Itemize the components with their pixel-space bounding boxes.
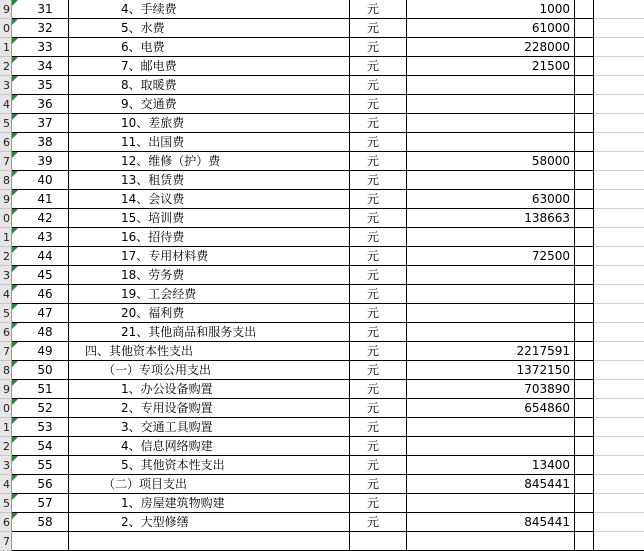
cell-amount[interactable]: 13400 xyxy=(407,456,575,475)
row-header[interactable]: 4 xyxy=(0,285,12,304)
table-row xyxy=(0,475,644,494)
cell-empty[interactable] xyxy=(575,475,594,494)
table-row xyxy=(0,228,644,247)
cell-empty[interactable] xyxy=(594,152,644,171)
cell-unit[interactable]: 元 xyxy=(350,247,407,266)
cell-item-name[interactable]: 2、专用设备购置 xyxy=(69,399,350,418)
text-number-indicator-icon xyxy=(12,0,18,6)
cell-empty[interactable] xyxy=(594,494,644,513)
cell-serial-number[interactable]: 53 xyxy=(12,418,69,437)
text-number-indicator-icon xyxy=(12,38,18,44)
row-header[interactable]: 6 xyxy=(0,513,12,532)
cell-serial-number[interactable]: 36 xyxy=(12,95,69,114)
table-row xyxy=(0,285,644,304)
table-row xyxy=(0,76,644,95)
cell-item-name[interactable]: 4、手续费 xyxy=(69,0,350,19)
cell-empty[interactable] xyxy=(575,513,594,532)
row-header[interactable]: 9 xyxy=(0,0,12,19)
cell-amount[interactable]: 63000 xyxy=(407,190,575,209)
cell-amount[interactable] xyxy=(407,323,575,342)
cell-empty[interactable] xyxy=(594,475,644,494)
cell-empty[interactable] xyxy=(575,266,594,285)
table-row xyxy=(0,266,644,285)
cell-unit[interactable]: 元 xyxy=(350,456,407,475)
cell-unit[interactable]: 元 xyxy=(350,342,407,361)
table-row xyxy=(0,57,644,76)
cell-empty[interactable] xyxy=(594,437,644,456)
row-header[interactable]: 2 xyxy=(0,247,12,266)
cell-item-name[interactable]: 11、出国费 xyxy=(69,133,350,152)
cell-item-name[interactable]: 20、福利费 xyxy=(69,304,350,323)
row-header[interactable]: 4 xyxy=(0,95,12,114)
table-row xyxy=(0,171,644,190)
cell-item-name[interactable]: 18、劳务费 xyxy=(69,266,350,285)
cell-item-name[interactable]: 12、维修（护）费 xyxy=(69,152,350,171)
cell-item-name[interactable]: 21、其他商品和服务支出 xyxy=(69,323,350,342)
row-header[interactable]: 6 xyxy=(0,323,12,342)
cell-empty[interactable] xyxy=(575,285,594,304)
cell-empty[interactable] xyxy=(594,285,644,304)
text-number-indicator-icon xyxy=(12,342,18,348)
cell-item-name[interactable]: 15、培训费 xyxy=(69,209,350,228)
cell-item-name[interactable]: 9、交通费 xyxy=(69,95,350,114)
cell-unit[interactable]: 元 xyxy=(350,323,407,342)
row-header[interactable]: 7 xyxy=(0,342,12,361)
cell-serial-number[interactable]: 37 xyxy=(12,114,69,133)
cell-unit[interactable]: 元 xyxy=(350,418,407,437)
text-number-indicator-icon xyxy=(12,76,18,82)
row-header[interactable]: 9 xyxy=(0,380,12,399)
cell-serial-number[interactable]: 56 xyxy=(12,475,69,494)
cell-amount[interactable]: 845441 xyxy=(407,475,575,494)
cell-item-name[interactable]: 7、邮电费 xyxy=(69,57,350,76)
text-number-indicator-icon xyxy=(12,380,18,386)
cell-empty[interactable] xyxy=(594,247,644,266)
cell-unit[interactable]: 元 xyxy=(350,171,407,190)
table-row xyxy=(0,418,644,437)
cell-item-name[interactable]: （二）项目支出 xyxy=(69,475,350,494)
cell-serial-number[interactable]: 49 xyxy=(12,342,69,361)
cell-item-name[interactable]: 10、差旅费 xyxy=(69,114,350,133)
cell-item-name[interactable]: 1、办公设备购置 xyxy=(69,380,350,399)
table-row xyxy=(0,247,644,266)
cell-serial-number[interactable]: 43 xyxy=(12,228,69,247)
cell-empty[interactable] xyxy=(594,418,644,437)
cell-serial-number[interactable]: 51 xyxy=(12,380,69,399)
row-header[interactable]: 4 xyxy=(0,475,12,494)
table-row xyxy=(0,209,644,228)
cell-unit[interactable]: 元 xyxy=(350,133,407,152)
cell-empty[interactable] xyxy=(594,133,644,152)
cell-empty[interactable] xyxy=(594,19,644,38)
cell-amount[interactable]: 1372150 xyxy=(407,361,575,380)
cell-empty[interactable] xyxy=(594,76,644,95)
text-number-indicator-icon xyxy=(12,171,18,177)
cell-amount[interactable]: 228000 xyxy=(407,38,575,57)
cell-item-name[interactable]: 5、其他资本性支出 xyxy=(69,456,350,475)
cell-amount[interactable] xyxy=(407,133,575,152)
row-header[interactable]: 1 xyxy=(0,228,12,247)
cell-serial-number[interactable]: 32 xyxy=(12,19,69,38)
cell-serial-number[interactable]: 54 xyxy=(12,437,69,456)
cell-unit[interactable]: 元 xyxy=(350,114,407,133)
cell-amount[interactable] xyxy=(407,437,575,456)
cell-empty[interactable] xyxy=(594,513,644,532)
cell-serial-number[interactable]: 38 xyxy=(12,133,69,152)
row-header[interactable]: 1 xyxy=(0,38,12,57)
cell-empty[interactable] xyxy=(575,228,594,247)
cell-amount[interactable] xyxy=(407,532,575,551)
table-row xyxy=(0,456,644,475)
text-number-indicator-icon xyxy=(12,494,18,500)
row-header[interactable]: 7 xyxy=(0,152,12,171)
cell-empty[interactable] xyxy=(594,0,644,19)
cell-empty[interactable] xyxy=(575,171,594,190)
cell-serial-number[interactable]: 45 xyxy=(12,266,69,285)
cell-item-name[interactable]: 16、招待费 xyxy=(69,228,350,247)
cell-empty[interactable] xyxy=(594,304,644,323)
cell-serial-number[interactable]: 42 xyxy=(12,209,69,228)
cell-serial-number[interactable]: 55 xyxy=(12,456,69,475)
cell-amount[interactable]: 21500 xyxy=(407,57,575,76)
cell-empty[interactable] xyxy=(594,380,644,399)
text-number-indicator-icon xyxy=(12,266,18,272)
cell-empty[interactable] xyxy=(594,266,644,285)
cell-serial-number[interactable]: 39 xyxy=(12,152,69,171)
row-header[interactable]: 0 xyxy=(0,209,12,228)
cell-empty[interactable] xyxy=(594,190,644,209)
table-row xyxy=(0,190,644,209)
cell-empty[interactable] xyxy=(575,38,594,57)
cell-unit[interactable]: 元 xyxy=(350,209,407,228)
cell-empty[interactable] xyxy=(575,209,594,228)
text-number-indicator-icon xyxy=(12,19,18,25)
table-row xyxy=(0,494,644,513)
cell-empty[interactable] xyxy=(575,418,594,437)
cell-serial-number[interactable]: 40 xyxy=(12,171,69,190)
table-row xyxy=(0,0,644,19)
cell-empty[interactable] xyxy=(575,437,594,456)
cell-amount[interactable]: 2217591 xyxy=(407,342,575,361)
text-number-indicator-icon xyxy=(12,304,18,310)
cell-unit[interactable]: 元 xyxy=(350,76,407,95)
row-header[interactable]: 3 xyxy=(0,76,12,95)
cell-item-name[interactable]: 4、信息网络购建 xyxy=(69,437,350,456)
cell-serial-number[interactable]: 46 xyxy=(12,285,69,304)
table-row xyxy=(0,95,644,114)
cell-empty[interactable] xyxy=(594,228,644,247)
cell-amount[interactable] xyxy=(407,266,575,285)
cell-amount[interactable]: 72500 xyxy=(407,247,575,266)
cell-empty[interactable] xyxy=(594,114,644,133)
cell-empty[interactable] xyxy=(575,133,594,152)
text-number-indicator-icon xyxy=(12,456,18,462)
table-row xyxy=(0,532,644,551)
cell-amount[interactable] xyxy=(407,76,575,95)
cell-item-name[interactable]: 13、租赁费 xyxy=(69,171,350,190)
row-header[interactable]: 0 xyxy=(0,19,12,38)
table-row xyxy=(0,361,644,380)
cell-empty[interactable] xyxy=(594,342,644,361)
row-header[interactable]: 9 xyxy=(0,190,12,209)
cell-empty[interactable] xyxy=(594,57,644,76)
cell-amount[interactable]: 61000 xyxy=(407,19,575,38)
cell-empty[interactable] xyxy=(575,57,594,76)
table-row xyxy=(0,38,644,57)
cell-unit[interactable]: 元 xyxy=(350,19,407,38)
row-header[interactable]: 3 xyxy=(0,266,12,285)
cell-amount[interactable] xyxy=(407,228,575,247)
cell-item-name[interactable] xyxy=(69,532,350,551)
cell-unit[interactable]: 元 xyxy=(350,513,407,532)
cell-unit[interactable]: 元 xyxy=(350,57,407,76)
cell-amount[interactable]: 138663 xyxy=(407,209,575,228)
row-header[interactable]: 5 xyxy=(0,494,12,513)
cell-empty[interactable] xyxy=(575,342,594,361)
text-number-indicator-icon xyxy=(12,57,18,63)
text-number-indicator-icon xyxy=(12,513,18,519)
cell-unit[interactable]: 元 xyxy=(350,361,407,380)
cell-empty[interactable] xyxy=(575,456,594,475)
cell-unit[interactable] xyxy=(350,532,407,551)
cell-item-name[interactable]: 19、工会经费 xyxy=(69,285,350,304)
text-number-indicator-icon xyxy=(12,95,18,101)
cell-empty[interactable] xyxy=(575,190,594,209)
cell-empty[interactable] xyxy=(594,456,644,475)
cell-empty[interactable] xyxy=(594,171,644,190)
cell-unit[interactable]: 元 xyxy=(350,266,407,285)
cell-empty[interactable] xyxy=(575,304,594,323)
table-row xyxy=(0,323,644,342)
table-row xyxy=(0,304,644,323)
row-header[interactable]: 1 xyxy=(0,418,12,437)
cell-unit[interactable]: 元 xyxy=(350,228,407,247)
cell-empty[interactable] xyxy=(575,114,594,133)
text-number-indicator-icon xyxy=(12,247,18,253)
cell-amount[interactable]: 58000 xyxy=(407,152,575,171)
text-number-indicator-icon xyxy=(12,152,18,158)
row-header[interactable]: 8 xyxy=(0,171,12,190)
table-row xyxy=(0,133,644,152)
row-header[interactable]: 8 xyxy=(0,361,12,380)
row-header[interactable]: 5 xyxy=(0,304,12,323)
cell-item-name[interactable]: 四、其他资本性支出 xyxy=(69,342,350,361)
cell-empty[interactable] xyxy=(575,0,594,19)
cell-unit[interactable]: 元 xyxy=(350,437,407,456)
cell-unit[interactable]: 元 xyxy=(350,285,407,304)
cell-empty[interactable] xyxy=(575,399,594,418)
cell-empty[interactable] xyxy=(575,532,594,551)
cell-empty[interactable] xyxy=(575,247,594,266)
cell-serial-number[interactable]: 31 xyxy=(12,0,69,19)
text-number-indicator-icon xyxy=(12,285,18,291)
cell-serial-number[interactable]: 34 xyxy=(12,57,69,76)
cell-serial-number[interactable]: 35 xyxy=(12,76,69,95)
cell-empty[interactable] xyxy=(575,152,594,171)
text-number-indicator-icon xyxy=(12,323,18,329)
row-header[interactable]: 7 xyxy=(0,532,12,551)
cell-unit[interactable]: 元 xyxy=(350,95,407,114)
table-row xyxy=(0,19,644,38)
cell-empty[interactable] xyxy=(575,494,594,513)
text-number-indicator-icon xyxy=(12,209,18,215)
cell-amount[interactable]: 703890 xyxy=(407,380,575,399)
cell-serial-number[interactable]: 48 xyxy=(12,323,69,342)
cell-amount[interactable] xyxy=(407,418,575,437)
cell-item-name[interactable]: 5、水费 xyxy=(69,19,350,38)
cell-serial-number[interactable]: 50 xyxy=(12,361,69,380)
cell-amount[interactable] xyxy=(407,304,575,323)
cell-serial-number[interactable]: 58 xyxy=(12,513,69,532)
table-row xyxy=(0,437,644,456)
cell-item-name[interactable]: 6、电费 xyxy=(69,38,350,57)
text-number-indicator-icon xyxy=(12,475,18,481)
cell-unit[interactable]: 元 xyxy=(350,380,407,399)
cell-empty[interactable] xyxy=(594,399,644,418)
cell-amount[interactable]: 845441 xyxy=(407,513,575,532)
cell-amount[interactable]: 654860 xyxy=(407,399,575,418)
table-row xyxy=(0,342,644,361)
cell-serial-number[interactable]: 41 xyxy=(12,190,69,209)
cell-amount[interactable] xyxy=(407,494,575,513)
cell-empty[interactable] xyxy=(594,323,644,342)
cell-item-name[interactable]: 8、取暖费 xyxy=(69,76,350,95)
table-row xyxy=(0,114,644,133)
cell-amount[interactable] xyxy=(407,114,575,133)
cell-unit[interactable]: 元 xyxy=(350,494,407,513)
row-header[interactable]: 2 xyxy=(0,437,12,456)
cell-empty[interactable] xyxy=(594,361,644,380)
row-header[interactable]: 0 xyxy=(0,399,12,418)
cell-empty[interactable] xyxy=(575,76,594,95)
cell-amount[interactable] xyxy=(407,171,575,190)
text-number-indicator-icon xyxy=(12,399,18,405)
cell-empty[interactable] xyxy=(594,209,644,228)
text-number-indicator-icon xyxy=(12,361,18,367)
cell-serial-number[interactable]: 47 xyxy=(12,304,69,323)
table-row xyxy=(0,152,644,171)
cell-item-name[interactable]: （一）专项公用支出 xyxy=(69,361,350,380)
row-header[interactable]: 2 xyxy=(0,57,12,76)
text-number-indicator-icon xyxy=(12,228,18,234)
cell-unit[interactable]: 元 xyxy=(350,475,407,494)
cell-empty[interactable] xyxy=(594,95,644,114)
table-row xyxy=(0,513,644,532)
cell-empty[interactable] xyxy=(575,19,594,38)
cell-unit[interactable]: 元 xyxy=(350,190,407,209)
cell-empty[interactable] xyxy=(575,95,594,114)
cell-empty[interactable] xyxy=(594,38,644,57)
cell-serial-number[interactable]: 44 xyxy=(12,247,69,266)
cell-serial-number[interactable] xyxy=(12,532,69,551)
cell-amount[interactable] xyxy=(407,285,575,304)
text-number-indicator-icon xyxy=(12,133,18,139)
text-number-indicator-icon xyxy=(12,190,18,196)
cell-amount[interactable] xyxy=(407,95,575,114)
cell-unit[interactable]: 元 xyxy=(350,152,407,171)
cell-empty[interactable] xyxy=(575,361,594,380)
cell-unit[interactable]: 元 xyxy=(350,304,407,323)
cell-item-name[interactable]: 3、交通工具购置 xyxy=(69,418,350,437)
cell-amount[interactable]: 1000 xyxy=(407,0,575,19)
table-row xyxy=(0,380,644,399)
cell-empty[interactable] xyxy=(575,323,594,342)
cell-empty[interactable] xyxy=(575,380,594,399)
row-header[interactable]: 5 xyxy=(0,114,12,133)
cell-serial-number[interactable]: 52 xyxy=(12,399,69,418)
cell-serial-number[interactable]: 57 xyxy=(12,494,69,513)
cell-unit[interactable]: 元 xyxy=(350,38,407,57)
cell-item-name[interactable]: 14、会议费 xyxy=(69,190,350,209)
cell-empty[interactable] xyxy=(594,532,644,551)
row-header[interactable]: 3 xyxy=(0,456,12,475)
cell-item-name[interactable]: 17、专用材料费 xyxy=(69,247,350,266)
cell-item-name[interactable]: 2、大型修缮 xyxy=(69,513,350,532)
row-header[interactable]: 6 xyxy=(0,133,12,152)
text-number-indicator-icon xyxy=(12,418,18,424)
text-number-indicator-icon xyxy=(12,437,18,443)
cell-serial-number[interactable]: 33 xyxy=(12,38,69,57)
table-row xyxy=(0,399,644,418)
text-number-indicator-icon xyxy=(12,114,18,120)
cell-item-name[interactable]: 1、房屋建筑物购建 xyxy=(69,494,350,513)
cell-unit[interactable]: 元 xyxy=(350,0,407,19)
cell-unit[interactable]: 元 xyxy=(350,399,407,418)
